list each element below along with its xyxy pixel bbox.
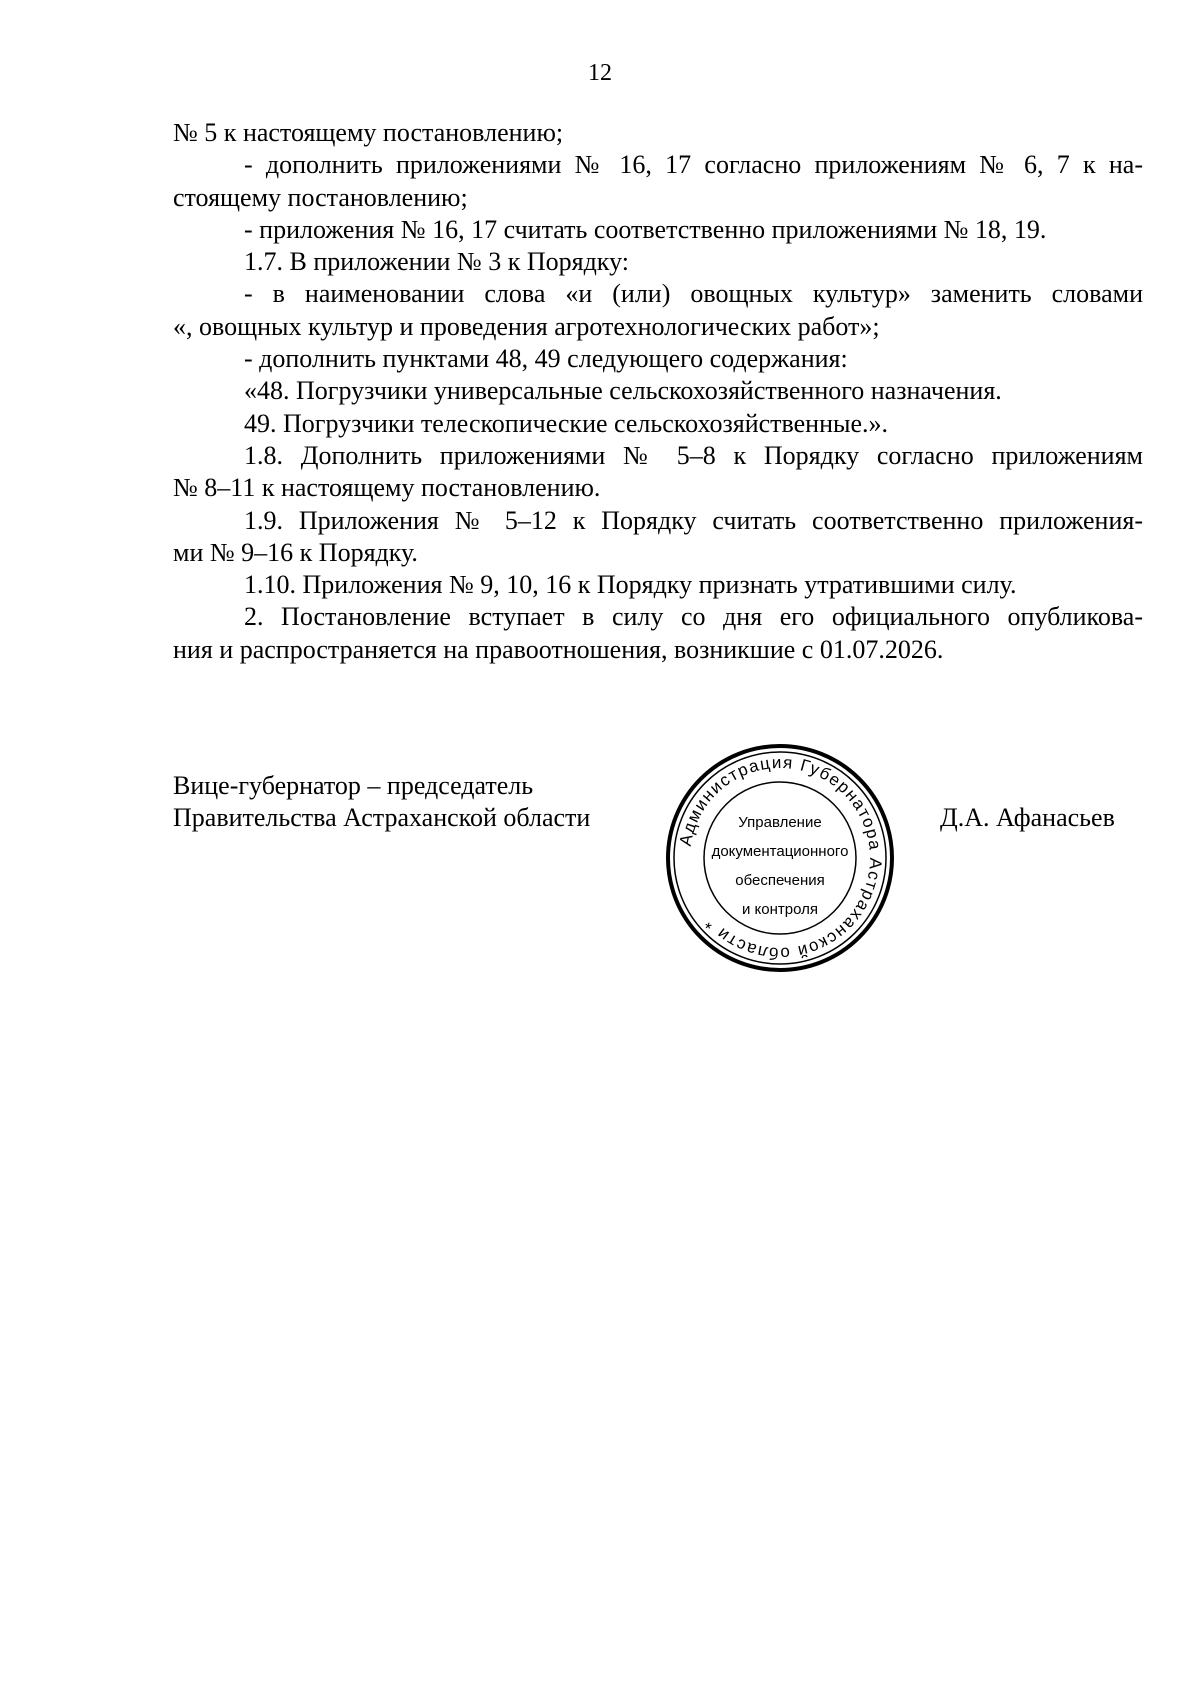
stamp-center-text — [705, 808, 855, 924]
signatory-title-line: Правительства Астраханской области — [173, 803, 591, 833]
stamp-center-line: документационного — [711, 843, 849, 860]
stamp-center-line: обеспечения — [735, 872, 825, 889]
paragraph-line: 49. Погрузчики телескопические сельскохозяйственные.». — [244, 408, 889, 438]
paragraph-line: - в наименовании слова «и (или) овощных культур» заменить словами — [244, 279, 1143, 309]
paragraph-line: № 5 к настоящему постановлению; — [173, 118, 564, 147]
stamp-center-line: и контроля — [741, 901, 818, 918]
document-body — [173, 117, 1143, 666]
stamp-center-line: Управление — [738, 814, 822, 831]
signatory-title — [173, 770, 590, 835]
page-number: 12 — [588, 60, 612, 86]
paragraph-line: 1.7. В приложении № 3 к Порядку: — [244, 247, 629, 277]
paragraph-line: - дополнить приложениями № 16, 17 согласно приложениям № 6, 7 к на- — [244, 150, 1143, 180]
paragraph-line: 2. Постановление вступает в силу со дня его официального опубликова- — [244, 602, 1143, 632]
paragraph-line: № 8–11 к настоящему постановлению. — [173, 473, 601, 503]
paragraph-line: - приложения № 16, 17 считать соответственно приложениями № 18, 19. — [244, 214, 1047, 244]
paragraph-line: 1.10. Приложения № 9, 10, 16 к Порядку признать утратившими силу. — [244, 570, 1017, 600]
paragraph-line: 1.9. Приложения № 5–12 к Порядку считать соответственно приложения- — [244, 505, 1143, 535]
signatory-title-line: Вице-губернатор – председатель — [173, 771, 534, 800]
paragraph-line: «48. Погрузчики универсальные сельскохозяйственного назначения. — [244, 376, 1002, 406]
paragraph-line: - дополнить пунктами 48, 49 следующего содержания: — [244, 344, 848, 374]
signatory-name: Д.А. Афанасьев — [940, 803, 1115, 832]
paragraph-line: ми № 9–16 к Порядку. — [173, 537, 418, 567]
paragraph-line: стоящему постановлению; — [173, 182, 468, 212]
paragraph-line: «, овощных культур и проведения агротехнологических работ»; — [173, 311, 880, 341]
paragraph-line: 1.8. Дополнить приложениями № 5–8 к Порядку согласно приложениям — [244, 440, 1143, 470]
paragraph-line: ния и распространяется на правоотношения, возникшие с 01.07.2026. — [173, 634, 944, 664]
stamp-ring-text: Администрация Губернатора Астраханской области * — [675, 752, 886, 964]
official-stamp — [660, 738, 900, 978]
